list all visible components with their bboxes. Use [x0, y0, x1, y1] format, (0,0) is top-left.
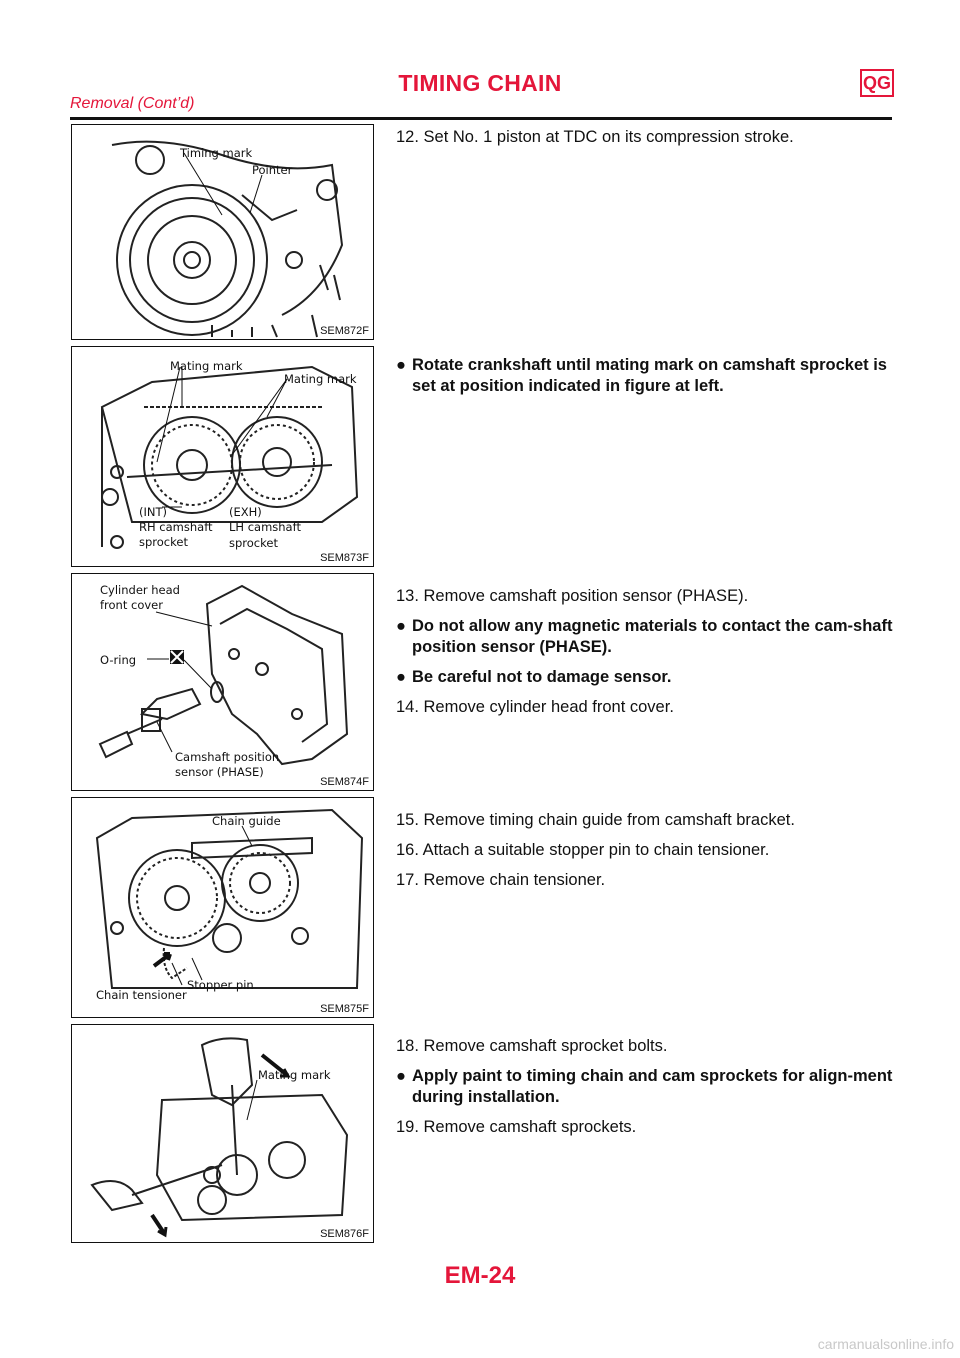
step-13: 13. Remove camshaft position sensor (PHASE). [396, 587, 749, 605]
step-16: 16. Attach a suitable stopper pin to chain tensioner. [396, 841, 770, 859]
step-12: 12. Set No. 1 piston at TDC on its compression stroke. [396, 128, 794, 146]
crank-pulley-illustration [72, 125, 374, 340]
label-int: (INT) [139, 505, 167, 519]
caution-bullet [396, 667, 896, 688]
figure-code: SEM876F [320, 1228, 369, 1240]
figure-code: SEM873F [320, 552, 369, 564]
label-stopper-pin: Stopper pin [187, 978, 254, 992]
watermark: carmanualsonline.info [817, 1336, 954, 1352]
caution-text: Do not allow any magnetic materials to contact the cam-shaft position sensor (PHASE). [412, 617, 893, 656]
label-o-ring: O-ring [100, 653, 137, 667]
caution-bullet [396, 616, 896, 658]
figure-sem874f [71, 573, 374, 791]
engine-code-badge: QG [860, 69, 894, 97]
figure-code: SEM875F [320, 1003, 369, 1015]
instructions-steps-18-19 [396, 1036, 896, 1147]
step-18: 18. Remove camshaft sprocket bolts. [396, 1037, 668, 1055]
figure-sem873f [71, 346, 374, 567]
camshaft-sensor-illustration [72, 574, 374, 791]
label-chain-tensioner: Chain tensioner [96, 988, 187, 1002]
instructions-step-12 [396, 127, 896, 157]
label-mating-mark: Mating mark [258, 1068, 331, 1082]
step-19: 19. Remove camshaft sprockets. [396, 1118, 637, 1136]
bullet-icon: ● [396, 617, 406, 635]
caution-text: Rotate crankshaft until mating mark on camshaft sprocket is set at position indicated in figure at left. [412, 356, 887, 395]
instructions-steps-15-17 [396, 810, 896, 900]
bullet-icon: ● [396, 668, 406, 686]
step-15: 15. Remove timing chain guide from camshaft bracket. [396, 811, 795, 829]
label-pointer: Pointer [252, 163, 293, 177]
figure-sem876f [71, 1024, 374, 1243]
section-title: TIMING CHAIN [398, 70, 562, 96]
figure-sem875f [71, 797, 374, 1018]
label-rh-sprocket: sprocket [139, 535, 188, 549]
instructions-mating-mark [396, 355, 896, 406]
label-rh-camshaft: RH camshaft [139, 520, 213, 534]
sprocket-bolt-removal-illustration [72, 1025, 374, 1243]
step-17: 17. Remove chain tensioner. [396, 871, 606, 889]
step-14: 14. Remove cylinder head front cover. [396, 698, 674, 716]
caution-text: Be careful not to damage sensor. [412, 668, 672, 686]
label-mating-mark-left: Mating mark [170, 359, 243, 373]
label-lh-sprocket: sprocket [229, 536, 278, 550]
page-number: EM-24 [444, 1262, 516, 1289]
header-rule [70, 117, 892, 120]
instructions-steps-13-14 [396, 586, 896, 727]
caution-bullet [396, 355, 896, 397]
label-chain-guide: Chain guide [212, 814, 281, 828]
label-exh: (EXH) [229, 505, 262, 519]
figure-code: SEM872F [320, 325, 369, 337]
figure-sem872f [71, 124, 374, 340]
label-front-cover: front cover [100, 598, 163, 612]
caution-bullet [396, 1066, 896, 1108]
label-timing-mark: Timing mark [180, 146, 253, 160]
label-cylinder-head: Cylinder head [100, 583, 180, 597]
label-lh-camshaft: LH camshaft [229, 520, 301, 534]
camshaft-sprockets-illustration [72, 347, 374, 567]
figure-code: SEM874F [320, 776, 369, 788]
label-camshaft-position: Camshaft position [175, 750, 280, 764]
chain-tensioner-illustration [72, 798, 374, 1018]
section-subtitle: Removal (Cont’d) [70, 95, 195, 112]
bullet-icon: ● [396, 1067, 406, 1085]
label-sensor-phase: sensor (PHASE) [175, 765, 264, 779]
caution-text: Apply paint to timing chain and cam sprockets for align-ment during installation. [412, 1067, 893, 1106]
bullet-icon: ● [396, 356, 406, 374]
label-mating-mark-right: Mating mark [284, 372, 357, 386]
